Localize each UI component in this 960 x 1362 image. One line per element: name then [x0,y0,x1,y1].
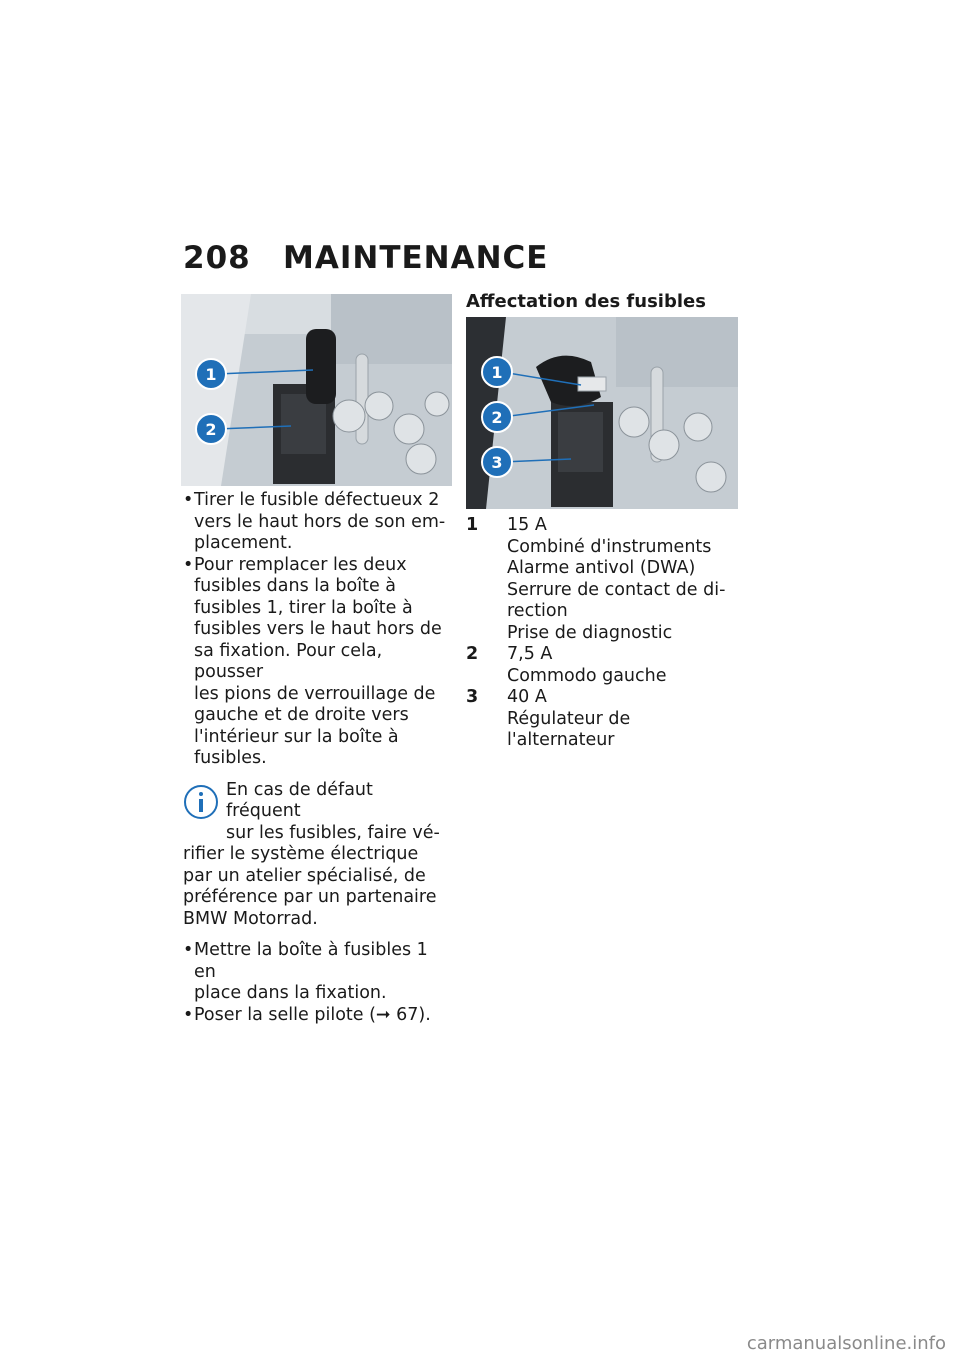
fuse-rating: 40 A [507,687,547,707]
fuse-circuit: Combiné d'instruments [507,536,712,557]
note-line: sur les fusibles, faire vé- [226,822,440,843]
section-title: MAINTENANCE [283,240,549,276]
step-line: l'intérieur sur la boîte à [194,726,399,747]
step-line: les pions de verrouillage de [194,683,436,704]
bullet-icon: • [183,554,194,575]
fuse-circuit: Serrure de contact de di- [507,579,726,600]
fuse-number: 3 [466,687,479,707]
step-item [183,940,451,1005]
callout-label: 2 [205,420,217,439]
step-line: fusibles vers le haut hors de [194,619,442,639]
fuse-entry [466,644,741,687]
info-icon [183,784,219,820]
callout-label: 1 [491,363,503,382]
step-line: vers le haut hors de son em- [194,511,446,532]
fuse-rating: 15 A [507,515,547,535]
note-line: BMW Motorrad. [183,908,318,929]
step-line: Tirer le fusible défectueux 2 [194,490,440,510]
note-line: En cas de défaut fréquent [226,779,373,821]
fuse-entry [466,515,741,644]
step-line: Pour remplacer les deux [194,554,407,575]
note-line: rifier le système électrique [183,844,419,864]
fuse-number: 1 [466,515,479,535]
step-line: fusibles. [194,748,267,768]
section-subheading: Affectation des fusibles [466,291,706,312]
step-line: Poser la selle pilote (➞ 67). [194,1004,431,1025]
step-item [183,555,451,770]
callout-label: 3 [491,453,503,472]
fuse-entry [466,687,741,752]
fuse-circuit: Régulateur de l'alternateur [507,708,631,750]
fuse-assignment-illustration [466,317,738,509]
callout-label: 1 [205,365,217,384]
watermark-text: carmanualsonline.info [746,1333,946,1354]
fuse-circuit: rection [507,601,568,621]
page-number: 208 [183,240,251,276]
fuse-box-photo-right [466,317,738,509]
note-line: par un atelier spécialisé, de [183,865,426,886]
fuse-number: 2 [466,644,479,664]
step-item [183,490,451,555]
fuse-box-illustration [181,294,452,486]
fuse-circuit: Commodo gauche [507,665,667,686]
step-line: sa fixation. Pour cela, pousser [194,640,383,682]
info-note [183,780,451,931]
callout-label: 2 [491,408,503,427]
step-line: Mettre la boîte à fusibles 1 en [194,940,428,982]
step-line: fusibles 1, tirer la boîte à [194,597,413,618]
page-header [183,240,743,280]
note-line: préférence par un partenaire [183,887,437,907]
step-item [183,1005,451,1027]
bullet-icon: • [183,490,194,510]
step-line: place dans la fixation. [194,983,387,1003]
fuse-assignment-section [466,291,741,312]
fuse-box-photo-left [181,294,452,486]
instructions-column [183,490,451,1026]
bullet-icon: • [183,1004,194,1025]
fuse-rating: 7,5 A [507,644,553,664]
fuse-circuit: Prise de diagnostic [507,622,673,643]
step-line: placement. [194,533,293,553]
bullet-icon: • [183,940,194,960]
step-line: fusibles dans la boîte à [194,576,396,596]
step-line: gauche et de droite vers [194,705,409,725]
fuse-circuit: Alarme antivol (DWA) [507,558,696,578]
fuse-legend [466,515,741,752]
